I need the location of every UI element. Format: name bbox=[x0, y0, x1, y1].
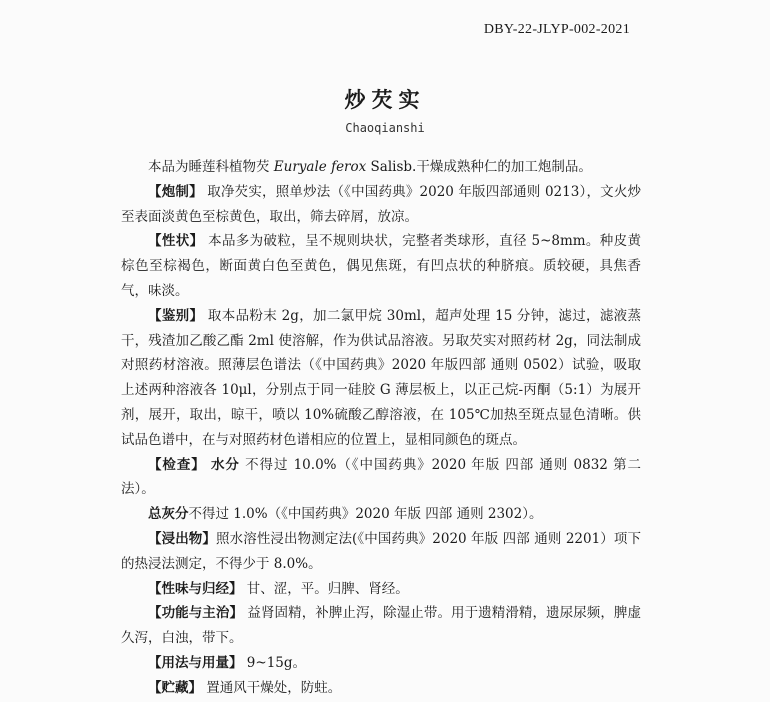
page-title: 炒芡实 bbox=[344, 88, 426, 112]
section-text: 照水溶性浸出物测定法(《中国药典》2020 年版 四部 通则 2201）项下的热浸法测定，不得少于 8.0%。 bbox=[121, 530, 641, 572]
section-heading: 【用法与用量】 bbox=[148, 654, 243, 671]
section-jiancha bbox=[121, 453, 641, 503]
section-heading: 【功能与主治】 bbox=[148, 605, 244, 622]
section-heading: 【浸出物】 bbox=[148, 530, 217, 547]
section-text: 本品多为破粒，呈不规则块状，完整者类球形，直径 5~8mm。种皮黄棕色至棕褐色，断面黄白色至黄色，偶见焦斑，有凹点状的种脐痕。质较硬，具焦香气，味淡。 bbox=[121, 233, 641, 299]
section-zhucang bbox=[121, 676, 641, 701]
latin-name: Euryale ferox bbox=[273, 159, 367, 175]
intro-text-post: Salisb.干燥成熟种仁的加工炮制品。 bbox=[366, 159, 592, 175]
section-text: 取净芡实，照单炒法（《中国药典》2020 年版四部通则 0213），文火炒至表面淡黄色至棕黄色，取出，筛去碎屑，放凉。 bbox=[121, 183, 642, 225]
section-text: 益肾固精，补脾止泻，除湿止带。用于遗精滑精，遗尿尿频，脾虚久泻，白浊，带下。 bbox=[121, 605, 642, 647]
section-zonghuifen bbox=[121, 502, 641, 527]
section-heading: 【性味与归经】 bbox=[148, 580, 243, 597]
section-text: 置通风干燥处，防蛀。 bbox=[206, 679, 342, 696]
section-heading: 总灰分 bbox=[148, 506, 189, 523]
section-text: 不得过 1.0%（《中国药典》2020 年版 四部 通则 2302）。 bbox=[188, 506, 543, 523]
intro-paragraph bbox=[121, 155, 641, 180]
section-xingzhuang bbox=[121, 229, 641, 303]
section-subheading: 水分 bbox=[210, 456, 240, 473]
document-number: DBY-22-JLYP-002-2021 bbox=[483, 22, 630, 37]
section-yongfa bbox=[121, 651, 641, 676]
section-text: 取本品粉末 2g，加二氯甲烷 30ml，超声处理 15 分钟，滤过，滤液蒸干，残渣加乙酸乙酯 2ml 使溶解，作为供试品溶液。另取芡实对照药材 2g，同法制成对照药材溶液。照薄层色谱法（《中国药典》2020 年版四部 通则 0502）试验，吸取上述两种溶液各 10μl，分别点于同一硅胶 G 薄层板上，以正己烷-丙酮（5:1）为展开剂，展开，取出，晾干，喷以 10%硫酸乙醇溶液，在 105℃加热至斑点显色清晰。供试品色谱中，在与对照药材色谱相应的位置上，显相同颜色的斑点。 bbox=[121, 307, 642, 448]
document-body bbox=[121, 155, 641, 701]
section-text: 甘、涩，平。归脾、肾经。 bbox=[246, 580, 409, 597]
section-jinchuwu bbox=[121, 527, 641, 577]
intro-text-pre: 本品为睡莲科植物芡 bbox=[148, 159, 274, 175]
section-paozhi bbox=[121, 180, 641, 230]
section-jianbie bbox=[121, 304, 641, 453]
section-heading: 【炮制】 bbox=[148, 183, 203, 200]
section-text: 9~15g。 bbox=[246, 654, 307, 671]
page-subtitle: Chaoqianshi bbox=[345, 121, 425, 135]
section-gongneng bbox=[121, 601, 641, 651]
section-xingwei bbox=[121, 577, 641, 602]
section-heading: 【性状】 bbox=[148, 233, 204, 250]
section-heading: 【鉴别】 bbox=[148, 307, 204, 324]
section-heading: 【贮藏】 bbox=[148, 679, 202, 696]
section-text: 不得过 10.0%（《中国药典》2020 年版 四部 通则 0832 第二法）。 bbox=[121, 456, 642, 498]
section-heading: 【检查】 bbox=[148, 456, 206, 473]
